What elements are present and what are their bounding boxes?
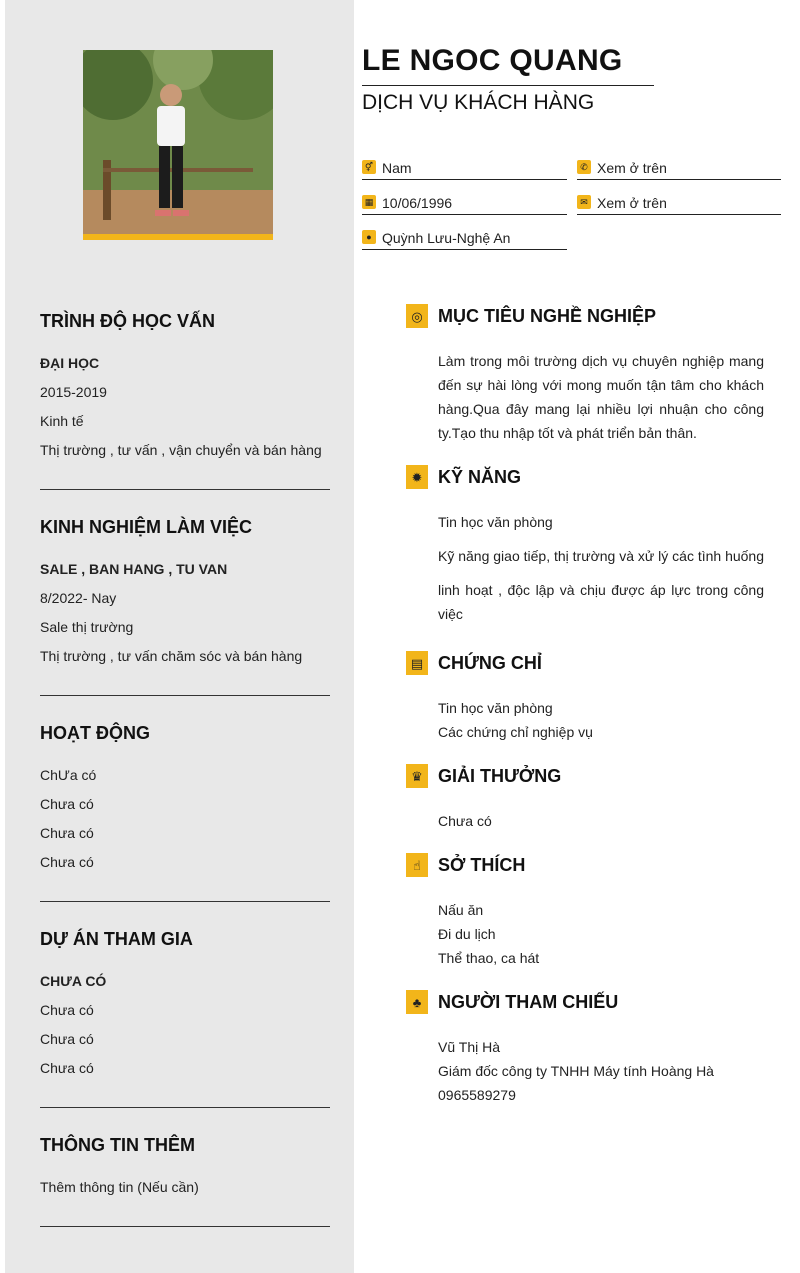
certificate-item: Tin học văn phòng [438, 700, 553, 716]
divider [40, 1107, 330, 1108]
location-icon: ● [362, 230, 376, 244]
phone-icon: ✆ [577, 160, 591, 174]
divider [40, 1226, 330, 1227]
experience-title: KINH NGHIỆM LÀM VIỆC [40, 517, 253, 537]
name-underline [362, 85, 654, 86]
award-item: Chưa có [438, 813, 492, 829]
project-name: CHƯA CÓ [40, 973, 107, 989]
experience-period: 8/2022- Nay [40, 590, 117, 606]
reference-phone: 0965589279 [438, 1087, 516, 1103]
hobby-item: Đi du lịch [438, 926, 496, 942]
profile-photo [83, 50, 273, 240]
divider [40, 695, 330, 696]
gender-field [362, 160, 567, 180]
project-item: Chưa có [40, 1031, 94, 1047]
reference-name: Vũ Thị Hà [438, 1039, 500, 1055]
extra-info-title: THÔNG TIN THÊM [40, 1135, 195, 1155]
education-period: 2015-2019 [40, 384, 107, 400]
birthday-value: 10/06/1996 [382, 195, 453, 211]
divider [40, 901, 330, 902]
education-major: Kinh tế [40, 413, 84, 429]
people-icon: ♣ [406, 990, 428, 1014]
email-value: Xem ở trên [597, 195, 667, 211]
hobby-item: Nấu ăn [438, 902, 484, 918]
awards-title: GIẢI THƯỞNG [438, 766, 562, 786]
target-icon: ◎ [406, 304, 428, 328]
document-icon: ▤ [406, 651, 428, 675]
experience-description: Thị trường , tư vấn chăm sóc và bán hàng [40, 648, 303, 664]
skill-item: Tin học văn phòng [438, 514, 553, 530]
phone-value: Xem ở trên [597, 160, 667, 176]
project-item: Chưa có [40, 1002, 94, 1018]
projects-title: DỰ ÁN THAM GIA [40, 929, 193, 949]
activity-item: Chưa có [40, 825, 94, 841]
education-description: Thị trường , tư vấn , vận chuyển và bán hàng [40, 442, 322, 458]
education-school: ĐẠI HỌC [40, 355, 100, 371]
email-icon: ✉ [577, 195, 591, 209]
skills-title: KỸ NĂNG [438, 467, 522, 487]
address-field [362, 230, 567, 250]
photo-accent-bar [83, 234, 273, 240]
skill-item: Kỹ năng giao tiếp, thị trường và xử lý các tình huống [438, 548, 764, 564]
project-item: Chưa có [40, 1060, 94, 1076]
candidate-name: LE NGOC QUANG [362, 44, 623, 77]
thumbs-up-icon: ☝ [406, 853, 428, 877]
certificates-title: CHỨNG CHỈ [438, 653, 542, 673]
email-field [577, 195, 781, 215]
address-value: Quỳnh Lưu-Nghệ An [382, 230, 511, 246]
gender-icon: ⚥ [362, 160, 376, 174]
activity-item: ChƯa có [40, 767, 97, 783]
hobbies-title: SỞ THÍCH [438, 855, 526, 875]
reference-position: Giám đốc công ty TNHH Máy tính Hoàng Hà [438, 1063, 714, 1079]
gear-icon: ✹ [406, 465, 428, 489]
extra-info-text: Thêm thông tin (Nếu cần) [40, 1179, 199, 1195]
divider [40, 489, 330, 490]
trophy-icon: ♛ [406, 764, 428, 788]
experience-role: Sale thị trường [40, 619, 134, 635]
education-title: TRÌNH ĐỘ HỌC VẤN [40, 311, 215, 331]
skill-item: linh hoạt , độc lập và chịu được áp lực trong công việc [438, 582, 764, 622]
gender-value: Nam [382, 160, 412, 176]
birthday-field [362, 195, 567, 215]
activity-item: Chưa có [40, 854, 94, 870]
objective-text: Làm trong môi trường dịch vụ chuyên nghiệp mang đến sự hài lòng với mong muốn tận tâm cho khách hàng.Qua đây mang lại nhiều lợi nhuận cho công ty.Tạo thu nhập tốt và phát triển bản thân. [438, 353, 764, 441]
calendar-icon: ▦ [362, 195, 376, 209]
certificate-item: Các chứng chỉ nghiệp vụ [438, 724, 593, 740]
phone-field [577, 160, 781, 180]
objective-title: MỤC TIÊU NGHỀ NGHIỆP [438, 306, 657, 326]
experience-company: SALE , BAN HANG , TU VAN [40, 561, 228, 577]
references-title: NGƯỜI THAM CHIẾU [438, 992, 619, 1012]
activity-item: Chưa có [40, 796, 94, 812]
activities-title: HOẠT ĐỘNG [40, 723, 150, 743]
hobby-item: Thể thao, ca hát [438, 950, 540, 966]
job-title: DỊCH VỤ KHÁCH HÀNG [362, 91, 595, 114]
